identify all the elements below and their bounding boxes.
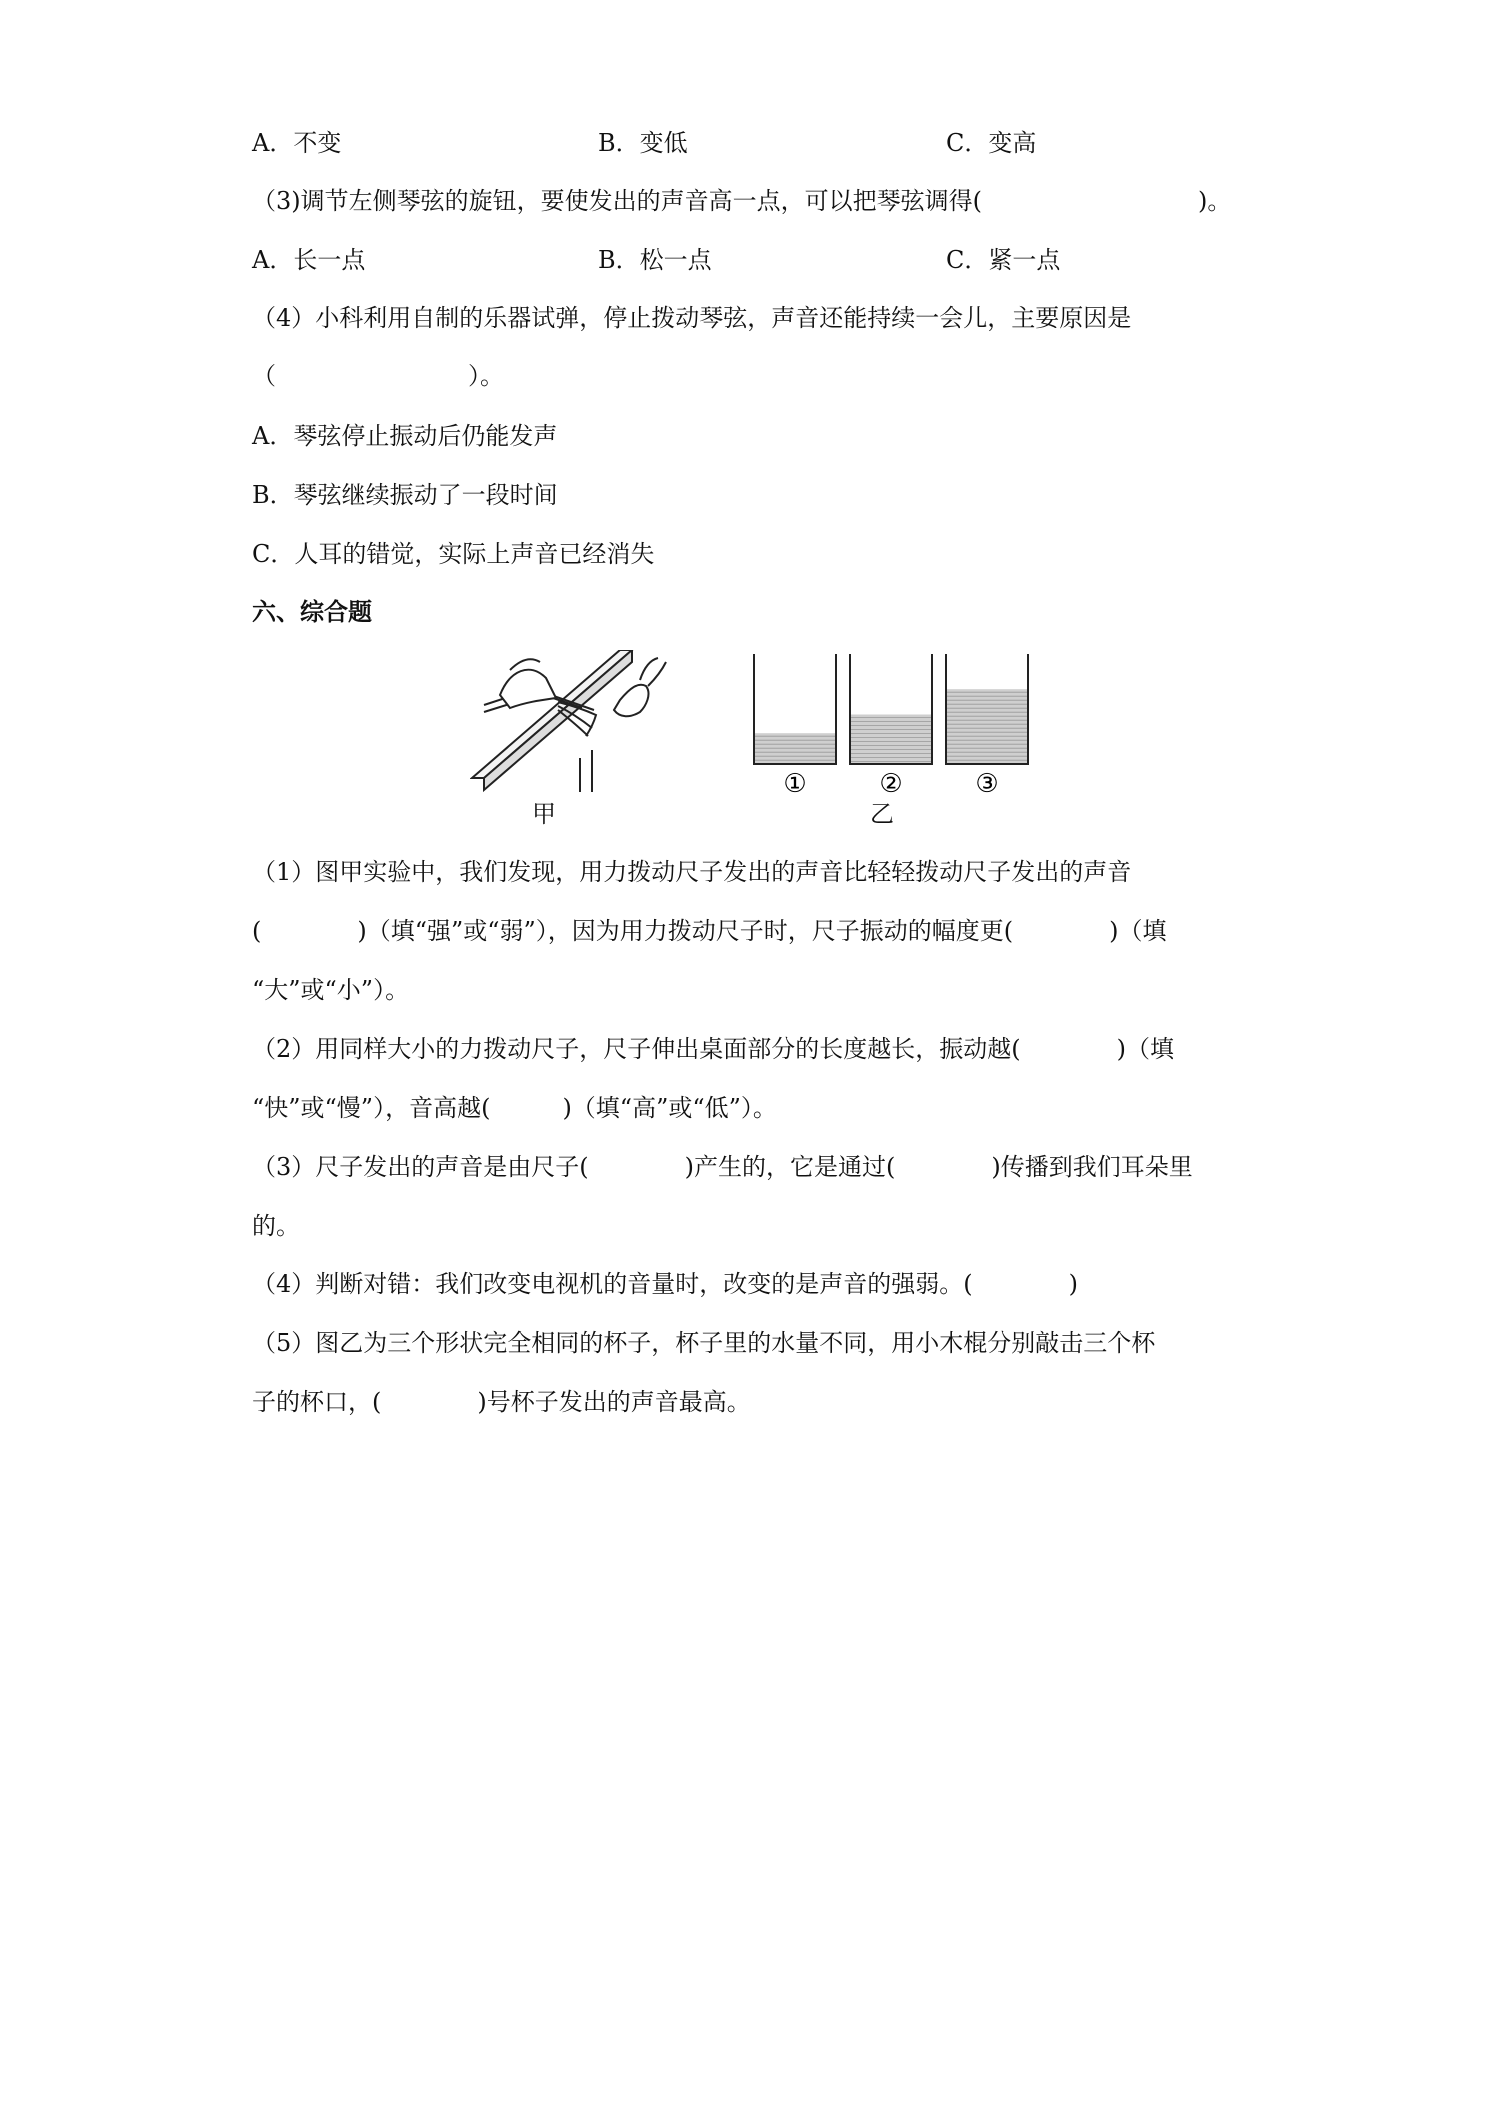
cup-label: ③ [975, 769, 999, 799]
option-c: C．变高 [946, 129, 1037, 157]
option-a: A．长一点 [252, 246, 366, 274]
cups-drawing [754, 654, 1028, 799]
cup-water [850, 715, 932, 765]
cup-label: ② [879, 769, 903, 799]
question-2: （2）用同样大小的力拨动尺子，尺子伸出桌面部分的长度越长，振动越( )（填 [252, 1035, 1174, 1063]
question-1-cont: ( )（填“强”或“弱”），因为用力拨动尺子时，尺子振动的幅度更( )（填 [252, 917, 1167, 945]
question-5: （5）图乙为三个形状完全相同的杯子，杯子里的水量不同，用小木棍分别敲击三个杯 [252, 1329, 1156, 1357]
option-c: C．人耳的错觉，实际上声音已经消失 [252, 540, 655, 568]
question-4: （4）判断对错：我们改变电视机的音量时，改变的是声音的强弱。( ) [252, 1270, 1078, 1298]
option-a: A．不变 [252, 129, 342, 157]
question-3: （3）尺子发出的声音是由尺子( )产生的，它是通过( )传播到我们耳朵里 [252, 1153, 1193, 1181]
question-stem-cont: （ ）。 [252, 362, 504, 390]
figure-illustration [470, 650, 1050, 835]
figure-label-yi: 乙 [870, 800, 894, 828]
figure-label-jia: 甲 [532, 800, 556, 828]
question-1-cont: “大”或“小”）。 [252, 976, 410, 1004]
ruler-desk-drawing [472, 650, 666, 792]
question-5-cont: 子的杯口，( )号杯子发出的声音最高。 [252, 1388, 751, 1416]
question-2-cont: “快”或“慢”），音高越( )（填“高”或“低”）。 [252, 1094, 777, 1122]
option-b: B．变低 [598, 129, 688, 157]
question-stem: （3)调节左侧琴弦的旋钮，要使发出的声音高一点，可以把琴弦调得( )。 [252, 187, 1232, 215]
cup-label: ① [783, 769, 807, 799]
question-stem: （4）小科利用自制的乐器试弹，停止拨动琴弦，声音还能持续一会儿，主要原因是 [252, 304, 1132, 332]
experiment-figure [470, 650, 1050, 835]
section-title: 六、综合题 [252, 598, 372, 626]
option-a: A．琴弦停止振动后仍能发声 [252, 422, 558, 450]
question-1: （1）图甲实验中，我们发现，用力拨动尺子发出的声音比轻轻拨动尺子发出的声音 [252, 858, 1132, 886]
option-b: B．琴弦继续振动了一段时间 [252, 481, 558, 509]
option-b: B．松一点 [598, 246, 712, 274]
question-3-cont: 的。 [252, 1212, 300, 1240]
option-c: C．紧一点 [946, 246, 1061, 274]
